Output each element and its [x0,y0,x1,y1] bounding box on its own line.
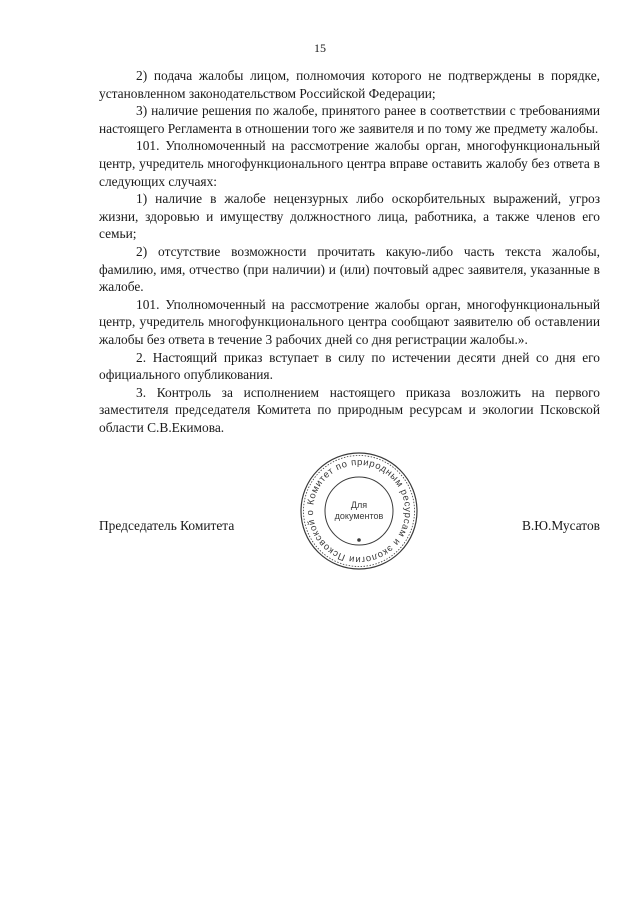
official-stamp [298,450,420,572]
document-body [99,67,600,436]
paragraph: 2) отсутствие возможности прочитать какую-либо часть текста жалобы, фамилию, имя, отчество (при наличии) и (или) почтовый адрес заявителя, указанные в жалобе. [99,243,600,295]
paragraph: 3) наличие решения по жалобе, принятого ранее в соответствии с требованиями настоящего Регламента в отношении того же заявителя и по тому же предмету жалобы. [99,103,600,136]
stamp-center-line2: документов [334,511,384,521]
paragraph: 3. Контроль за исполнением настоящего приказа возложить на первого заместителя председателя Комитета по природным ресурсам и экологии Псковской области С.В.Екимова. [99,384,600,435]
stamp-seal-icon [298,450,420,572]
signatory-title: Председатель Комитета [99,518,235,533]
paragraph: 2. Настоящий приказ вступает в силу по истечении десяти дней со дня его официального опубликования. [99,349,600,383]
paragraph: 2) подача жалобы лицом, полномочия которого не подтверждены в порядке, установленном законодательством Российской Федерации; [99,68,600,101]
paragraph: 101. Уполномоченный на рассмотрение жалобы орган, многофункциональный центр, учредитель многофункционального центра вправе оставить жалобу без ответа в следующих случаях: [99,138,600,189]
paragraph: 101. Уполномоченный на рассмотрение жалобы орган, многофункциональный центр, учредитель многофункционального центра сообщают заявителю об оставлении жалобы без ответа в течение 3 рабочих дней со дня регистрации жалобы.». [99,296,600,347]
signatory-name: В.Ю.Мусатов [521,518,600,533]
page-number: 15 [314,41,326,55]
stamp-ring-text: Комитет по природным ресурсам и экологии Псковской о [304,456,414,566]
stamp-center-line1: Для [350,500,368,510]
paragraph: 1) наличие в жалобе нецензурных либо оскорбительных выражений, угроз жизни, здоровью и имуществу должностного лица, работника, а также членов его семьи; [99,191,600,242]
